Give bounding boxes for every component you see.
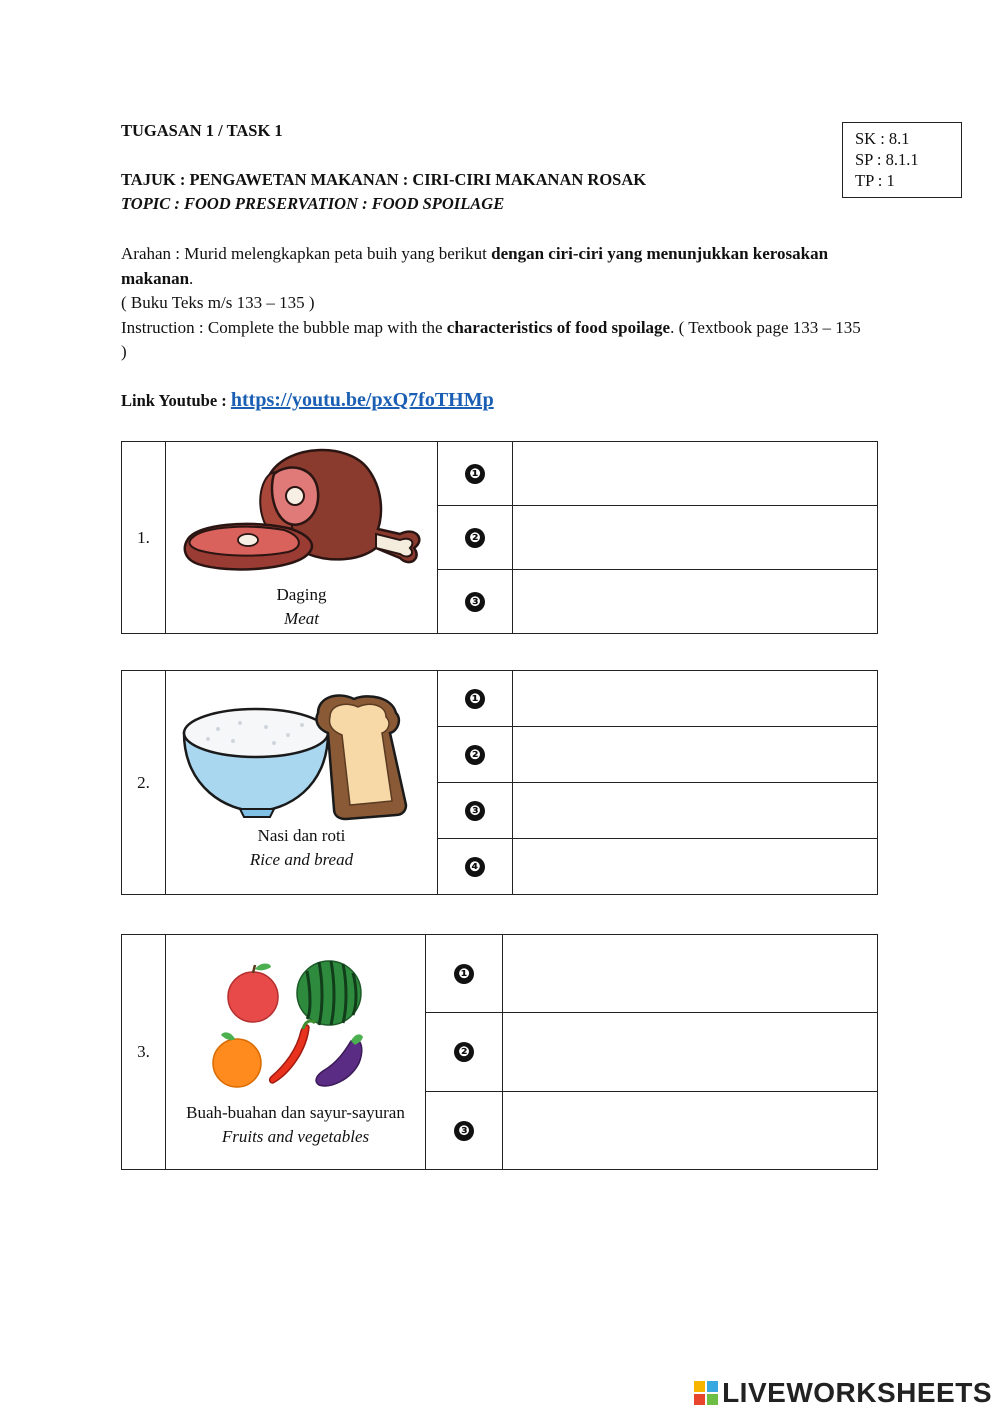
section-2-table (121, 670, 878, 895)
answer-field-1[interactable] (513, 442, 878, 506)
answer-field-1[interactable] (513, 671, 878, 727)
number-2-icon: ❷ (454, 1042, 474, 1062)
section-number: 2. (122, 671, 166, 895)
meat-picture-cell (166, 442, 438, 634)
number-1-icon: ❶ (454, 964, 474, 984)
caption-english: Meat (284, 609, 319, 628)
sk-code: SK : 8.1 (855, 129, 910, 148)
answer-field-4[interactable] (513, 839, 878, 895)
title-malay: TAJUK : PENGAWETAN MAKANAN : CIRI-CIRI MAKANAN ROSAK (121, 170, 647, 189)
instructions (121, 242, 861, 365)
answer-field-3[interactable] (513, 783, 878, 839)
tp-code: TP : 1 (855, 171, 895, 190)
task-title: TUGASAN 1 / TASK 1 (121, 121, 283, 140)
instruction-malay: Arahan : Murid melengkapkan peta buih yang berikut dengan ciri-ciri yang menunjukkan kerosakan makanan. (121, 244, 829, 288)
answer-field-3[interactable] (503, 1092, 878, 1170)
caption-english: Fruits and vegetables (221, 1127, 370, 1146)
bullet-4 (438, 839, 513, 895)
meat-illustration (178, 444, 428, 584)
title-english: TOPIC : FOOD PRESERVATION : FOOD SPOILAGE (121, 194, 505, 213)
number-4-icon: ❹ (465, 857, 485, 877)
bullet-2 (438, 727, 513, 783)
number-2-icon: ❷ (465, 745, 485, 765)
number-2-icon: ❷ (465, 528, 485, 548)
caption-malay: Daging (276, 585, 327, 604)
liveworksheets-logo-icon (693, 1380, 719, 1406)
number-3-icon: ❸ (465, 801, 485, 821)
youtube-label: Link Youtube : (121, 391, 231, 410)
bullet-3 (426, 1092, 503, 1170)
fruits-vegetables-illustration (211, 953, 381, 1093)
rice-bread-picture-cell (166, 671, 438, 895)
section-1-table (121, 441, 878, 634)
number-1-icon: ❶ (465, 689, 485, 709)
answer-field-2[interactable] (513, 506, 878, 570)
instruction-english: Instruction : Complete the bubble map with the characteristics of food spoilage. ( Textbook page 133 – 135 ) (121, 317, 861, 361)
section-number: 3. (122, 935, 166, 1170)
fruits-vegetables-picture-cell (166, 935, 426, 1170)
section-3-table (121, 934, 878, 1170)
answer-field-1[interactable] (503, 935, 878, 1013)
number-1-icon: ❶ (465, 464, 485, 484)
rice-bowl-and-bread-illustration (178, 693, 428, 823)
bullet-1 (438, 671, 513, 727)
sp-code: SP : 8.1.1 (855, 150, 919, 169)
bullet-1 (438, 442, 513, 506)
answer-field-2[interactable] (503, 1013, 878, 1092)
curriculum-code-box (842, 122, 962, 198)
bullet-3 (438, 570, 513, 634)
textbook-reference-malay: ( Buku Teks m/s 133 – 135 ) (121, 293, 315, 312)
caption-malay: Nasi dan roti (257, 826, 346, 845)
bullet-1 (426, 935, 503, 1013)
bullet-3 (438, 783, 513, 839)
number-3-icon: ❸ (454, 1121, 474, 1141)
youtube-link[interactable]: https://youtu.be/pxQ7foTHMp (230, 389, 494, 411)
caption-english: Rice and bread (249, 850, 354, 869)
liveworksheets-logo-text: LIVEWORKSHEETS (722, 1377, 992, 1408)
answer-field-2[interactable] (513, 727, 878, 783)
number-3-icon: ❸ (465, 592, 485, 612)
bullet-2 (438, 506, 513, 570)
caption-malay: Buah-buahan dan sayur-sayuran (186, 1103, 405, 1122)
section-number: 1. (122, 442, 166, 634)
answer-field-3[interactable] (513, 570, 878, 634)
liveworksheets-logo[interactable] (693, 1376, 992, 1410)
youtube-link-line (121, 389, 494, 412)
bullet-2 (426, 1013, 503, 1092)
